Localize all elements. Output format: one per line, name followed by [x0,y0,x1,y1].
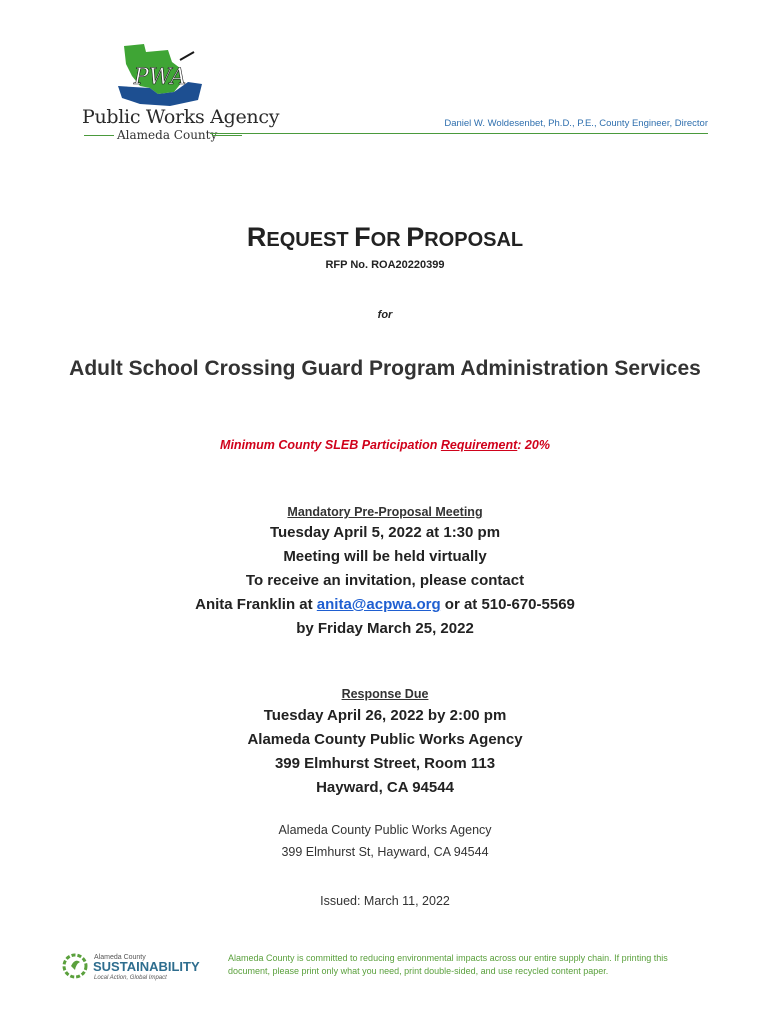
sleb-prefix: Minimum County SLEB Participation [220,438,441,452]
response-street: 399 Elmhurst Street, Room 113 [274,755,496,772]
rfp-number: RFP No. ROA20220399 [325,259,445,271]
sustainability-logo-icon [62,950,222,982]
meeting-rsvp-deadline: by Friday March 25, 2022 [296,620,474,637]
county-name-row [84,128,244,142]
sustainability-logo-main: SUSTAINABILITY [93,959,200,974]
meeting-date: Tuesday April 5, 2022 at 1:30 pm [269,524,501,541]
issued-date: Issued: March 11, 2022 [320,894,450,908]
county-name: Alameda County [117,128,218,142]
response-heading: Response Due [341,687,429,701]
title-part3-rest: ROPOSAL [424,229,524,251]
document-title [0,222,770,253]
address-agency: Alameda County Public Works Agency [278,823,492,837]
pwa-logo-text: PWA [133,65,187,90]
sleb-suffix: : 20% [517,438,550,452]
meeting-contact-line [0,596,770,613]
response-date: Tuesday April 26, 2022 by 2:00 pm [263,707,507,724]
county-rule-left [84,135,114,136]
sustainability-logo-tagline: Local Action, Global Impact [94,975,167,981]
agency-name: Public Works Agency [82,106,280,128]
title-part2-rest: OR [370,229,407,251]
meeting-heading: Mandatory Pre-Proposal Meeting [287,505,483,519]
contact-prefix: Anita Franklin at [195,596,317,613]
title-part3-initial: P [406,222,425,252]
sleb-requirement [0,438,770,452]
meeting-invitation-note: To receive an invitation, please contact [245,572,525,589]
response-city: Hayward, CA 94544 [316,779,454,796]
program-title: Adult School Crossing Guard Program Administration Services [69,357,701,380]
director-line: Daniel W. Woldesenbet, Ph.D., P.E., County Engineer, Director [444,118,708,129]
contact-email-link[interactable]: anita@acpwa.org [316,596,441,613]
sustainability-logo-top: Alameda County [94,954,146,961]
response-agency: Alameda County Public Works Agency [247,731,523,748]
contact-suffix: or at 510-670-5569 [440,596,575,613]
header-divider [210,133,708,134]
footer-sustainability-notice: Alameda County is committed to reducing environmental impacts across our entire supply chain. If printing this document, please print only what you need, print double-sided, and use recycled content paper. [228,953,668,976]
for-text: for [377,309,393,321]
county-rule-right [212,135,242,136]
address-street: 399 Elmhurst St, Hayward, CA 94544 [281,845,489,859]
title-part2-initial: F [354,222,371,252]
meeting-virtual-note: Meeting will be held virtually [283,548,487,565]
pwa-logo-icon [110,42,210,110]
title-part1-rest: EQUEST [266,229,355,251]
sleb-underlined: Requirement [440,438,518,452]
title-part1-initial: R [246,222,267,252]
